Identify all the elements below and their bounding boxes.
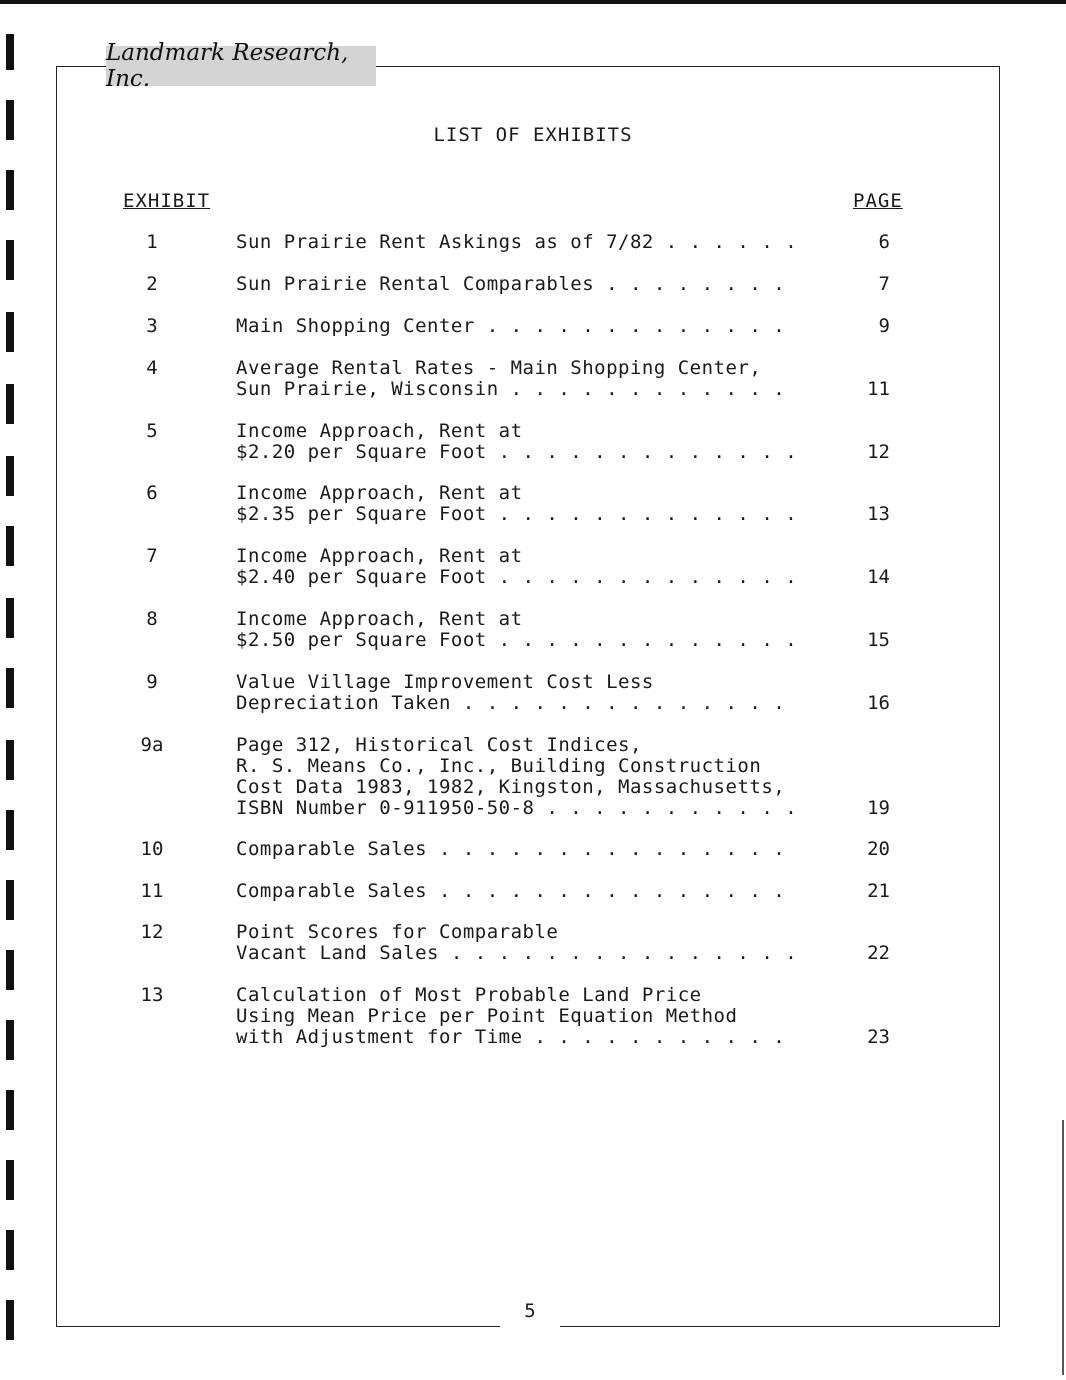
exhibit-description <box>236 358 796 400</box>
exhibit-description-line: Income Approach, Rent at <box>236 420 523 442</box>
exhibit-number: 9 <box>146 671 158 693</box>
exhibit-number: 11 <box>140 880 164 902</box>
exhibit-description-line: Page 312, Historical Cost Indices, <box>236 734 642 756</box>
punch-mark <box>6 668 14 708</box>
punch-mark <box>6 312 14 352</box>
exhibit-description <box>236 672 796 714</box>
page-number: 5 <box>524 1300 536 1322</box>
punch-mark <box>6 526 14 566</box>
exhibit-number: 6 <box>146 482 158 504</box>
right-edge-mark <box>1062 1120 1064 1375</box>
punch-mark <box>6 456 14 496</box>
exhibit-page: 7 <box>878 273 890 295</box>
exhibit-description <box>236 232 796 253</box>
exhibit-description <box>236 881 796 902</box>
punch-mark <box>6 880 14 920</box>
exhibit-number: 2 <box>146 273 158 295</box>
exhibit-number: 13 <box>140 984 164 1006</box>
exhibit-description <box>236 839 796 860</box>
exhibit-number: 4 <box>146 357 158 379</box>
exhibit-number: 9a <box>140 734 164 756</box>
exhibit-description-line: $2.50 per Square Foot . . . . . . . . . . . . . <box>236 629 798 651</box>
exhibit-description <box>236 985 796 1048</box>
page-column-header: PAGE <box>853 190 903 212</box>
punch-mark <box>6 810 14 850</box>
exhibit-page: 11 <box>867 378 890 400</box>
punch-mark <box>6 740 14 780</box>
letterhead-logo <box>106 40 376 92</box>
punch-mark <box>6 598 14 638</box>
exhibit-description <box>236 483 796 525</box>
exhibit-page: 13 <box>867 503 890 525</box>
exhibit-page: 22 <box>867 942 890 964</box>
exhibit-page: 14 <box>867 566 890 588</box>
punch-mark <box>6 1230 14 1270</box>
punch-mark <box>6 384 14 424</box>
exhibit-description-line: ISBN Number 0-911950-50-8 . . . . . . . . . . . <box>236 797 798 819</box>
exhibit-page: 9 <box>878 315 890 337</box>
exhibit-number: 1 <box>146 231 158 253</box>
exhibit-page: 19 <box>867 797 890 819</box>
exhibit-description-line: Comparable Sales . . . . . . . . . . . . . . . <box>236 838 786 860</box>
exhibit-page: 20 <box>867 838 890 860</box>
exhibit-description <box>236 274 796 295</box>
exhibit-description <box>236 922 796 964</box>
exhibit-description-line: Income Approach, Rent at <box>236 608 523 630</box>
exhibit-page: 16 <box>867 692 890 714</box>
exhibit-page: 21 <box>867 880 890 902</box>
exhibit-description-line: Cost Data 1983, 1982, Kingston, Massachusetts, <box>236 776 786 798</box>
letterhead-text: Landmark Research, Inc. <box>106 40 349 92</box>
exhibit-description-line: Main Shopping Center . . . . . . . . . . . . . <box>236 315 786 337</box>
exhibit-description-line: Point Scores for Comparable <box>236 921 559 943</box>
top-edge-rule <box>0 0 1066 4</box>
exhibit-description-line: Value Village Improvement Cost Less <box>236 671 654 693</box>
punch-mark <box>6 1020 14 1060</box>
exhibit-description-line: Calculation of Most Probable Land Price <box>236 984 702 1006</box>
exhibit-page: 23 <box>867 1026 890 1048</box>
exhibit-number: 10 <box>140 838 164 860</box>
page-title: LIST OF EXHIBITS <box>433 124 633 146</box>
exhibit-description-line: Sun Prairie Rental Comparables . . . . . . . . <box>236 273 786 295</box>
punch-mark <box>6 950 14 990</box>
exhibit-description-line: $2.20 per Square Foot . . . . . . . . . . . . . <box>236 441 798 463</box>
exhibit-description-line: Sun Prairie, Wisconsin . . . . . . . . . . . . <box>236 378 786 400</box>
exhibit-description <box>236 316 796 337</box>
exhibit-description-line: Vacant Land Sales . . . . . . . . . . . . . . . <box>236 942 798 964</box>
exhibit-page: 6 <box>878 231 890 253</box>
exhibit-description <box>236 735 796 819</box>
exhibit-description <box>236 609 796 651</box>
exhibit-number: 8 <box>146 608 158 630</box>
punch-mark <box>6 1090 14 1130</box>
exhibit-column-header: EXHIBIT <box>123 190 211 212</box>
exhibit-number: 12 <box>140 921 164 943</box>
exhibit-description-line: Using Mean Price per Point Equation Method <box>236 1005 738 1027</box>
exhibit-description-line: Depreciation Taken . . . . . . . . . . . . . . <box>236 692 786 714</box>
punch-mark <box>6 1300 14 1340</box>
exhibit-description-line: Income Approach, Rent at <box>236 545 523 567</box>
exhibit-page: 12 <box>867 441 890 463</box>
exhibit-description-line: $2.40 per Square Foot . . . . . . . . . . . . . <box>236 566 798 588</box>
exhibit-description-line: Comparable Sales . . . . . . . . . . . . . . . <box>236 880 786 902</box>
exhibit-description-line: Sun Prairie Rent Askings as of 7/82 . . . . . . <box>236 231 798 253</box>
exhibit-number: 7 <box>146 545 158 567</box>
exhibit-description-line: $2.35 per Square Foot . . . . . . . . . . . . . <box>236 503 798 525</box>
exhibit-description-line: with Adjustment for Time . . . . . . . . . . . <box>236 1026 786 1048</box>
punch-mark <box>6 34 14 70</box>
exhibit-description-line: Income Approach, Rent at <box>236 482 523 504</box>
punch-mark <box>6 1160 14 1200</box>
exhibit-description-line: Average Rental Rates - Main Shopping Center, <box>236 357 762 379</box>
exhibit-number: 5 <box>146 420 158 442</box>
exhibit-description-line: R. S. Means Co., Inc., Building Construction <box>236 755 762 777</box>
punch-mark <box>6 240 14 280</box>
punch-mark <box>6 170 14 210</box>
exhibit-page: 15 <box>867 629 890 651</box>
exhibit-description <box>236 421 796 463</box>
exhibit-number: 3 <box>146 315 158 337</box>
exhibit-description <box>236 546 796 588</box>
